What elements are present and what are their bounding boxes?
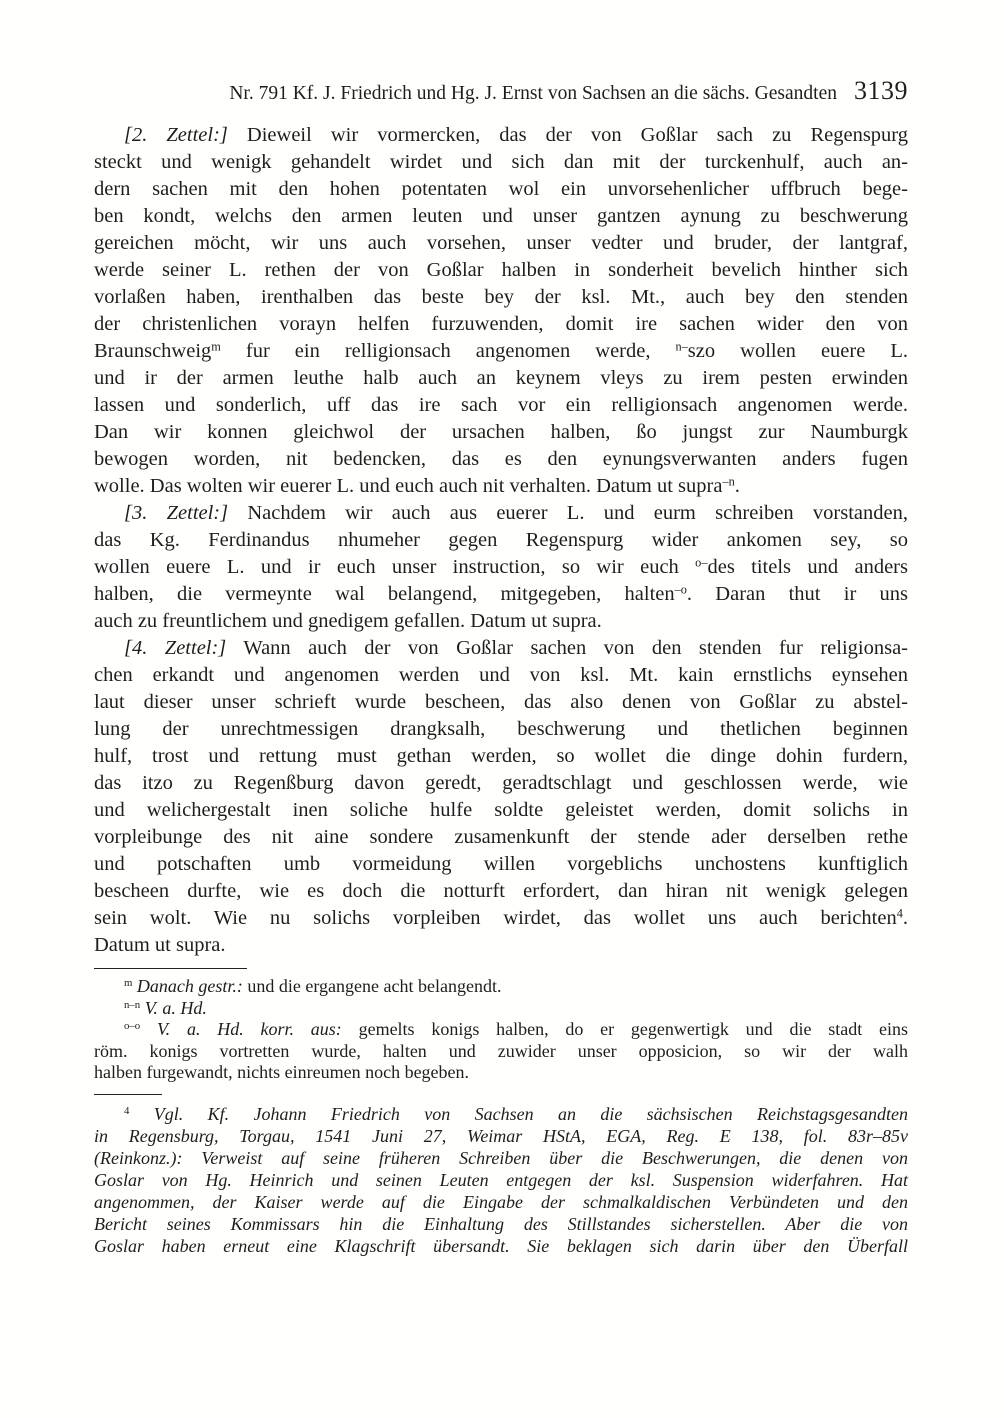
text-line: das itzo zu Regenßburg davon geredt, geradtschlagt und geschlossen werde, wie	[94, 772, 908, 794]
text-line: Braunschweig$^m$ fur ein relligionsach angenomen werde, $^{n-}$szo wollen euere L.	[94, 339, 908, 362]
text-line: Dan wir konnen gleichwol der ursachen halben, ßo jungst zur Naumburgk	[94, 421, 908, 443]
text-line: Goslar von Hg. Heinrich und seinen Leuten entgegen der ksl. Suspension widerfahren. Hat	[94, 1169, 908, 1190]
text-line: [3. Zettel:] Nachdem wir auch aus euerer L. und eurm schreiben vorstanden,	[124, 502, 908, 524]
text-line: und potschaften umb vormeidung willen vorgeblichs unchostens kunftiglich	[94, 853, 908, 875]
text-line: Datum ut supra.	[94, 934, 226, 956]
text-line: hulf, trost und rettung must gethan werden, so wollet die dinge dohin furdern,	[94, 745, 908, 767]
text-line: [2. Zettel:] Dieweil wir vormercken, das der von Goßlar sach zu Regenspurg	[124, 124, 909, 146]
text-line: angenommen, der Kaiser werde auf die Eingabe der schmalkaldischen Verbündeten und den	[94, 1191, 908, 1212]
text-line: sein wolt. Wie nu solichs vorpleiben wirdet, das wollet uns auch berichten$^4$.	[94, 906, 908, 929]
footnote-separator-2	[94, 1094, 162, 1095]
text-line: lassen und sonderlich, uff das ire sach vor ein relligionsach angenomen werde.	[94, 394, 908, 416]
text-line: der christenlichen vorayn helfen furzuwenden, domit ire sachen wider den von	[94, 313, 908, 335]
text-line: gereichen möcht, wir uns auch vorsehen, unser vedter und bruder, der lantgraf,	[94, 232, 908, 254]
paragraph-zettel-3	[94, 500, 908, 635]
commentary-footnote	[94, 1103, 908, 1257]
text-line: wolle. Das wolten wir euerer L. und euch auch nit verhalten. Datum ut supra$^{-n}$.	[94, 474, 740, 497]
text-line: in Regensburg, Torgau, 1541 Juni 27, Weimar HStA, EGA, Reg. E 138, fol. 83r–85v	[94, 1125, 908, 1146]
text-line: und welichergestalt inen soliche hulfe soldte geleistet werden, domit solichs in	[94, 799, 908, 821]
page-number: 3139	[854, 76, 908, 105]
text-line: bescheen durfte, wie es doch die notturft erfordert, dan hiran nit wenigk gelegen	[94, 880, 908, 902]
text-line: ben kondt, welchs den armen leuten und unser gantzen aynung zu beschwerung	[94, 205, 908, 227]
text-line: Goslar haben erneut eine Klagschrift übersandt. Sie beklagen sich darin über den Überfall	[94, 1235, 908, 1256]
text-line: $^m$ Danach gestr.: und die ergangene acht belangendt.	[124, 976, 502, 996]
text-line: vorlaßen haben, irenthalben das beste bey der ksl. Mt., auch bey den stenden	[94, 286, 908, 308]
running-title: Nr. 791 Kf. J. Friedrich und Hg. J. Ernst von Sachsen an die sächs. Gesandten	[229, 83, 837, 104]
text-line: wollen euere L. und ir euch unser instruction, so wir euch $^{o-}$des titels und anders	[94, 555, 908, 578]
critical-apparatus	[94, 976, 908, 1084]
text-line: laut dieser unser schrieft wurde bescheen, das also denen von Goßlar zu abstel-	[94, 691, 908, 713]
text-line: bewogen worden, nit bedencken, das es den eynungsverwanten anders fugen	[94, 448, 908, 470]
text-line: chen erkandt und angenomen werden und von ksl. Mt. kain ernstlichs eynsehen	[94, 664, 908, 686]
text-line: $^{o-o}$ V. a. Hd. korr. aus: gemelts konigs halben, do er gegenwertigk und die stadt eins	[124, 1019, 908, 1040]
body-text	[94, 122, 908, 959]
text-line: werde seiner L. rethen der von Goßlar halben in sonderheit bevelich hinther sich	[94, 259, 908, 281]
text-line: halben furgewandt, nichts einreumen noch begeben.	[94, 1062, 470, 1083]
text-line: das Kg. Ferdinandus nhumeher gegen Regenspurg wider ankomen sey, so	[94, 529, 908, 551]
text-line: (Reinkonz.): Verweist auf seine früheren Schreiben über die Beschwerungen, die denen von	[94, 1147, 908, 1168]
text-line: und ir der armen leuthe halb auch an keynem vleys zu irem pesten erwinden	[94, 367, 908, 389]
text-line: vorpleibunge des nit aine sondere zusamenkunft der stende ader derselben rethe	[94, 826, 908, 848]
text-line: $^4$ Vgl. Kf. Johann Friedrich von Sachsen an die sächsischen Reichstagsgesandten	[124, 1103, 908, 1124]
paragraph-zettel-4	[94, 635, 908, 959]
text-line: röm. konigs vortretten wurde, halten und zuwider unser opposicion, so wir der walh	[94, 1040, 908, 1061]
text-line: [4. Zettel:] Wann auch der von Goßlar sachen von den stenden fur religionsa-	[124, 637, 908, 659]
text-line: steckt und wenigk gehandelt wirdet und sich dan mit der turckenhulf, auch an-	[94, 151, 908, 173]
text-line: lung der unrechtmessigen drangksalh, beschwerung und thetlichen beginnen	[94, 718, 908, 740]
paragraph-zettel-2	[94, 122, 908, 500]
text-line: halben, die vermeynte wal belangend, mitgegeben, halten$^{-o}$. Daran thut ir uns	[94, 582, 908, 605]
text-line: $^{n-n}$ V. a. Hd.	[124, 997, 207, 1018]
running-header	[94, 76, 908, 106]
footnote-separator	[94, 968, 247, 969]
text-line: dern sachen mit den hohen potentaten wol ein unvorsehenlicher uffbruch bege-	[94, 178, 908, 200]
text-line: auch zu freuntlichem und gnedigem gefallen. Datum ut supra.	[94, 610, 602, 632]
text-line: Bericht seines Kommissars hin die Einhaltung des Stillstandes sicherstellen. Aber die von	[94, 1213, 908, 1234]
